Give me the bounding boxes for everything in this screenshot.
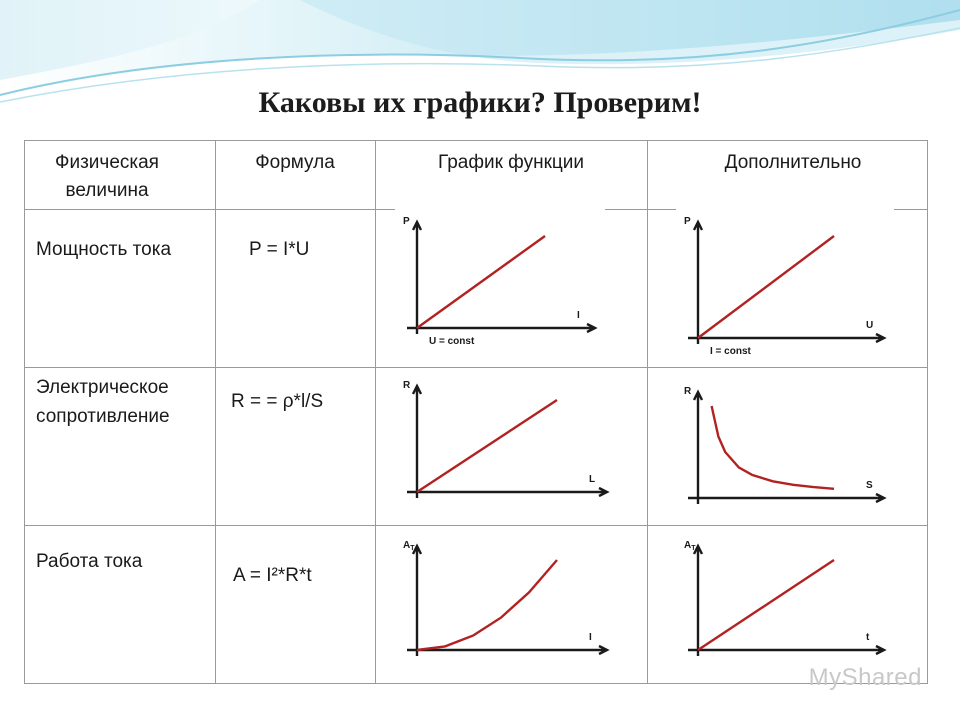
chart-row2-graph xyxy=(395,372,617,512)
row2-formula: R = = ρ*l/S xyxy=(231,391,324,412)
row2-quantity: Электрическое сопротивление xyxy=(36,377,170,427)
header-formula: Формула xyxy=(255,152,335,173)
chart-row3-graph xyxy=(395,532,617,670)
chart-row1-additional-svg xyxy=(676,208,894,364)
row3-quantity: Работа тока xyxy=(36,551,143,572)
axis-note: U = const xyxy=(429,336,475,347)
x-axis-label: U xyxy=(866,320,874,331)
series-line xyxy=(417,236,545,328)
x-axis-label: L xyxy=(589,474,596,485)
y-axis xyxy=(413,222,421,334)
chart-row3-additional xyxy=(676,532,894,670)
chart-row2-graph-svg xyxy=(395,372,617,512)
header-graph: График функции xyxy=(437,152,585,173)
y-axis-label: R xyxy=(684,386,692,397)
series-line xyxy=(712,406,834,489)
y-axis xyxy=(694,222,702,344)
y-axis xyxy=(413,546,421,656)
y-axis xyxy=(694,546,702,656)
x-axis xyxy=(407,324,595,332)
x-axis xyxy=(688,494,884,502)
series-line xyxy=(698,560,834,650)
chart-row2-additional-svg xyxy=(676,378,894,518)
x-axis xyxy=(688,334,884,342)
y-axis xyxy=(694,392,702,504)
chart-row1-graph xyxy=(395,208,605,354)
series-line xyxy=(698,236,834,338)
x-axis xyxy=(407,488,607,496)
chart-row1-graph-svg xyxy=(395,208,605,354)
y-axis xyxy=(413,386,421,498)
header-quantity: Физическая величина xyxy=(55,152,159,201)
x-axis-label: I xyxy=(589,632,592,643)
x-axis-label: t xyxy=(866,632,870,643)
x-axis-label: S xyxy=(866,480,873,491)
axis-note: I = const xyxy=(710,346,751,357)
row1-quantity: Мощность тока xyxy=(36,239,172,260)
y-axis-label: P xyxy=(684,216,691,227)
y-axis-label: P xyxy=(403,216,410,227)
row1-formula: P = I*U xyxy=(249,239,310,260)
x-axis-label: I xyxy=(577,310,580,321)
y-axis-label: $A_T$ xyxy=(684,540,696,552)
series-line xyxy=(417,560,557,650)
page-title: Каковы их графики? Проверим! xyxy=(258,86,702,119)
watermark: MyShared xyxy=(808,664,922,691)
chart-row2-additional xyxy=(676,378,894,518)
chart-row3-additional-svg xyxy=(676,532,894,670)
header-additional: Дополнительно xyxy=(724,152,862,173)
chart-row1-additional xyxy=(676,208,894,364)
row3-formula: A = I²*R*t xyxy=(233,565,312,586)
x-axis xyxy=(688,646,884,654)
chart-row3-graph-svg xyxy=(395,532,617,670)
y-axis-label: R xyxy=(403,380,411,391)
series-line xyxy=(417,400,557,492)
y-axis-label: $A_T$ xyxy=(403,540,415,552)
